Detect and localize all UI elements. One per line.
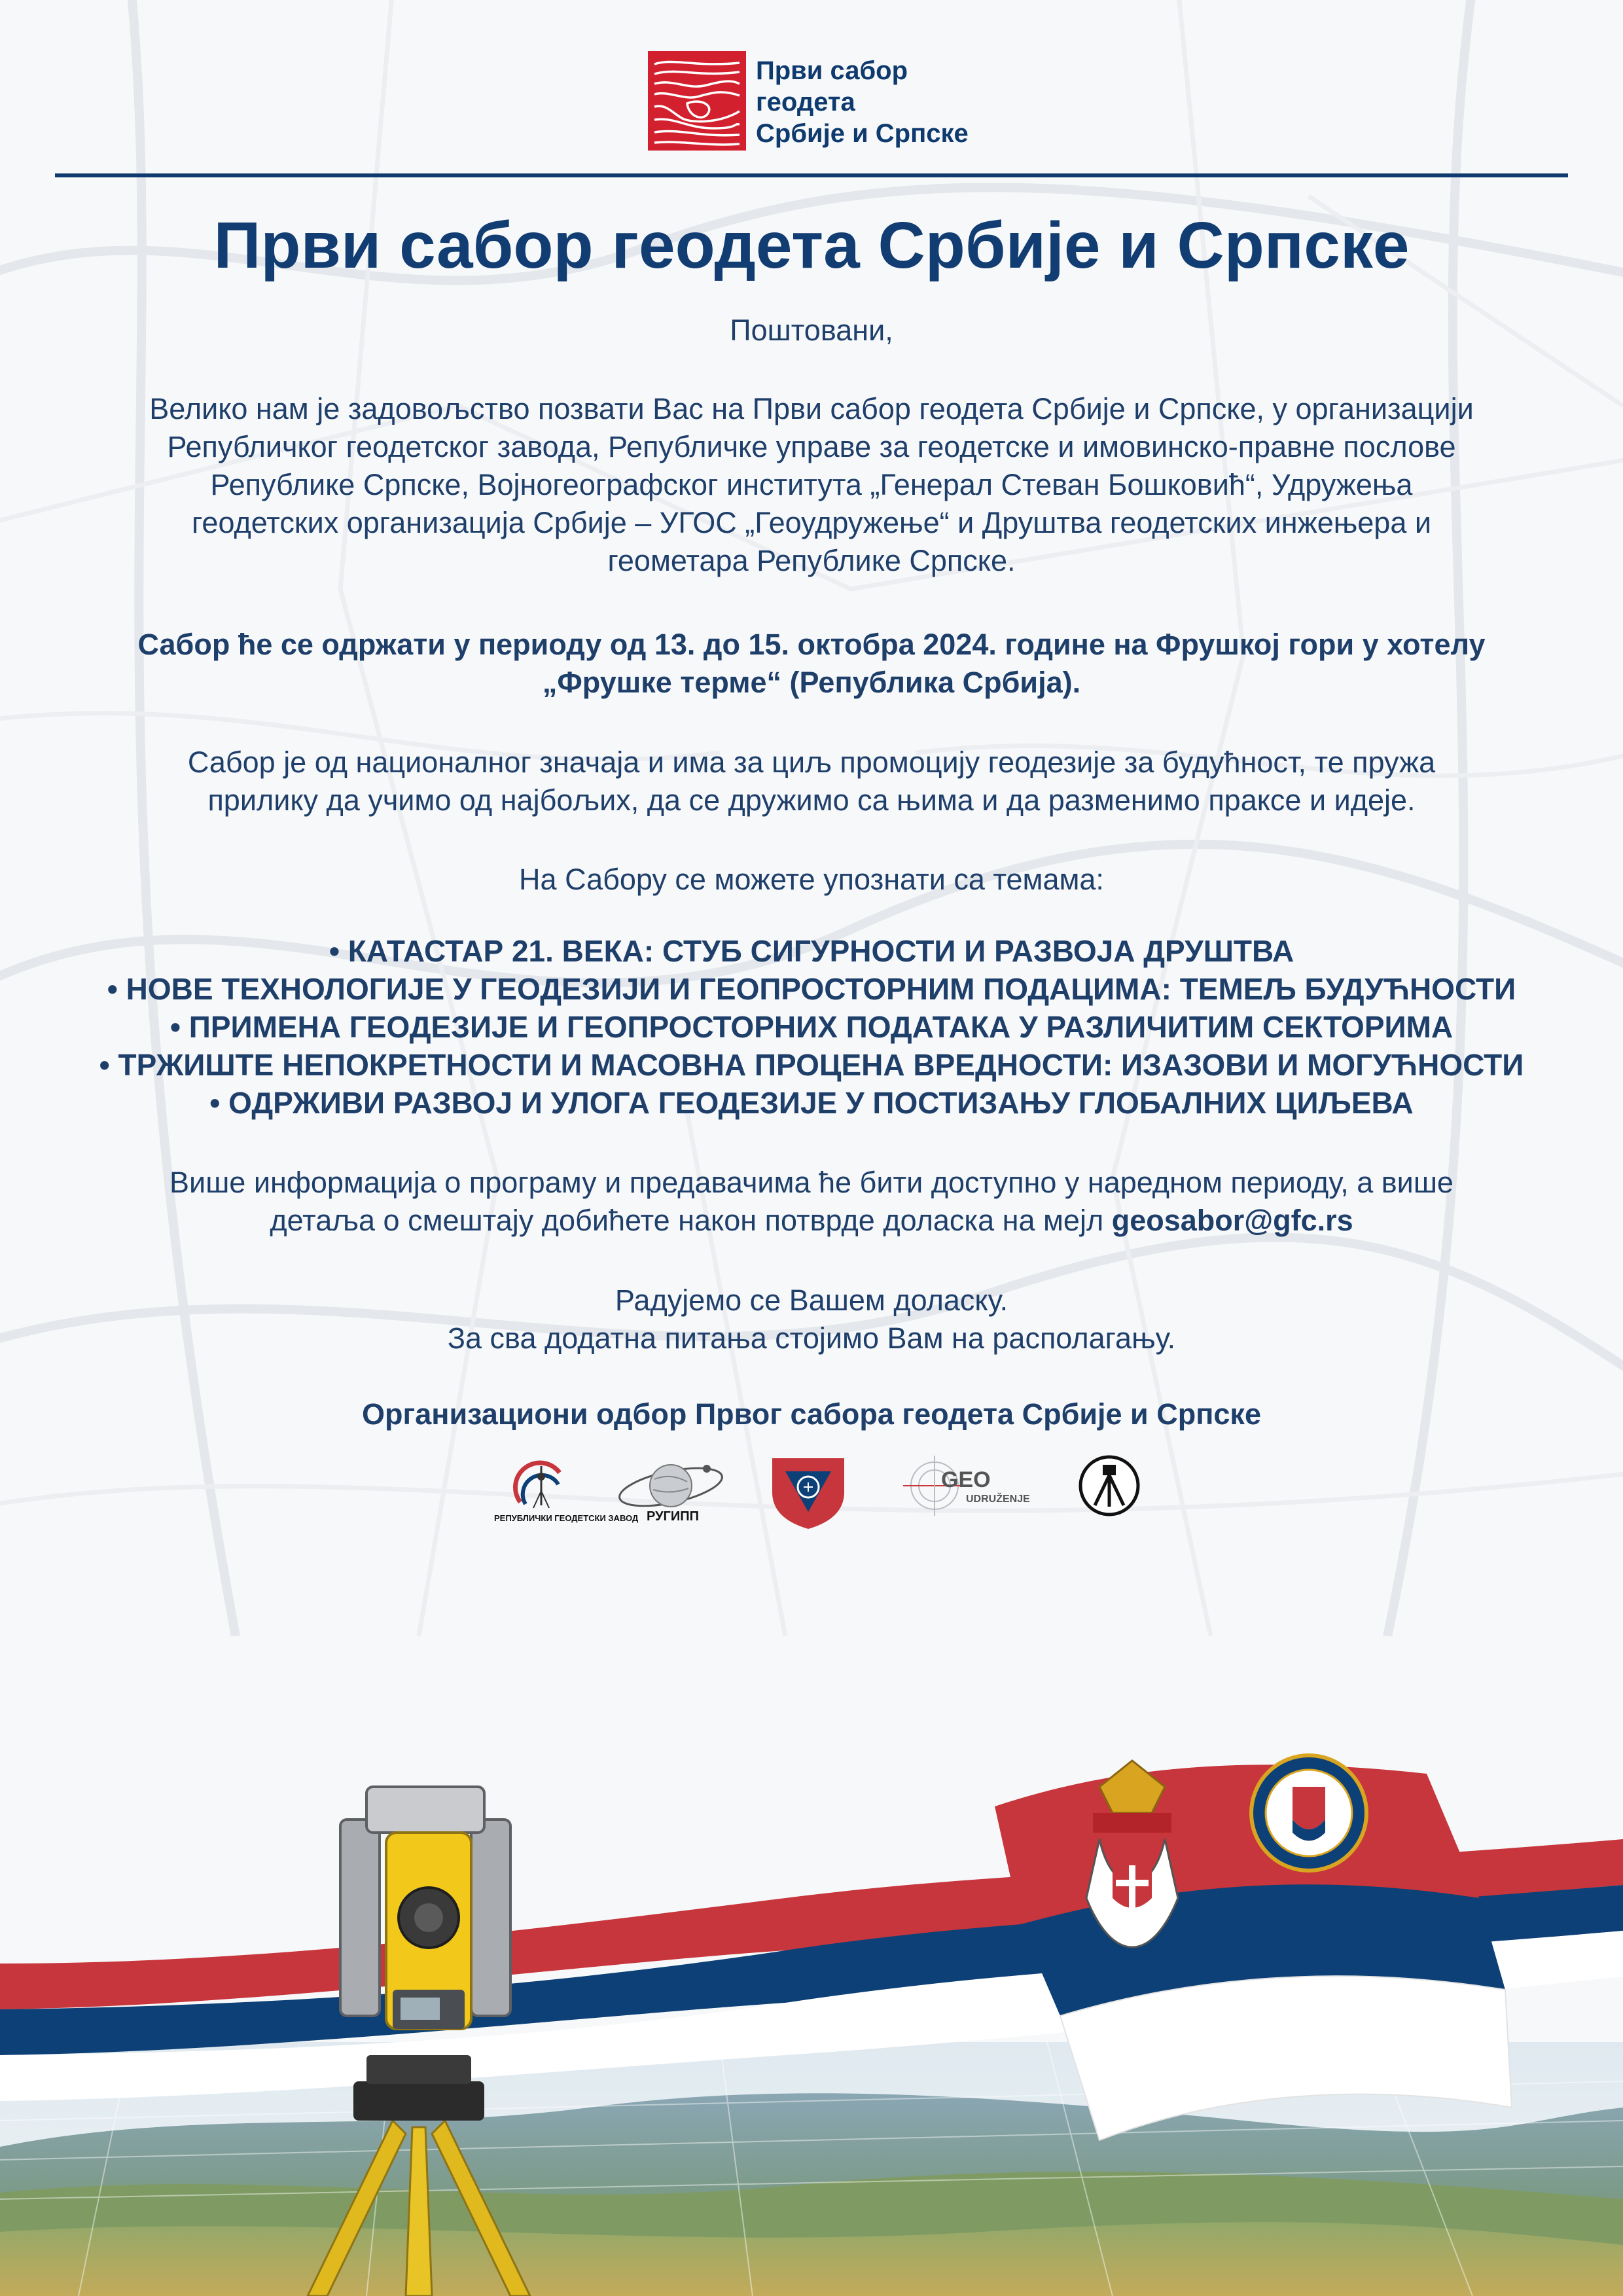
event-details [52, 626, 1571, 702]
event-line: Сабор ће се одржати у периоду од 13. до 15. октобра 2024. године на Фрушкој гори у хотелу [137, 628, 1486, 661]
organizer-logos [484, 1453, 1165, 1538]
geo-label: GEO [941, 1467, 991, 1492]
purpose-line: прилику да учимо од најбољих, да се дружимо са њима и да разменимо праксе и идеје. [207, 783, 1416, 817]
logo-line-3: Србије и Српске [756, 119, 969, 148]
survey-illustration [0, 1623, 1623, 2296]
greeting-block [52, 312, 1571, 350]
rgz-emblem-icon [494, 1453, 586, 1512]
republika-srpska-emblem-icon [1251, 1755, 1366, 1871]
signature-block [52, 1395, 1571, 1433]
topics-intro: На Сабору се можете упознати са темама: [519, 863, 1104, 896]
rugipp-globe-icon [609, 1453, 733, 1512]
purpose-paragraph [52, 744, 1571, 819]
logo-line-2: геодета [756, 88, 855, 117]
topics-list [52, 932, 1571, 1122]
intro-line: геодетских организација Србије – УГОС „Геоудружење“ и Друштва геодетских инжењера и [192, 506, 1431, 539]
more-info-line [52, 1202, 1571, 1240]
intro-paragraph [52, 390, 1571, 580]
signature: Организациони одбор Првог сабора геодета Србије и Српске [362, 1397, 1261, 1431]
intro-line: геометара Републике Српске. [607, 544, 1016, 577]
intro-line: Велико нам је задовољство позвати Вас на Први сабор геодета Србије и Српске, у организацији [149, 392, 1474, 425]
rgz-label: РЕПУБЛИЧКИ ГЕОДЕТСКИ ЗАВОД [494, 1513, 639, 1523]
more-info-text: детаља о смештају добићете након потврде доласка на мејл [270, 1204, 1112, 1237]
logo-line-1: Први сабор [756, 56, 908, 85]
geoudruzenje-logo [903, 1453, 1047, 1525]
closing-paragraph [52, 1282, 1571, 1357]
topics-intro-block [52, 861, 1571, 899]
event-line: „Фрушке терме“ (Република Србија). [542, 666, 1081, 699]
purpose-line: Сабор је од националног значаја и има за циљ промоцију геодезије за будућност, те пружа [187, 745, 1436, 779]
rugipp-label: РУГИПП [647, 1509, 699, 1524]
closing-line: За сва додатна питања стојимо Вам на располагању. [447, 1321, 1176, 1355]
topic-item: • ОДРЖИВИ РАЗВОЈ И УЛОГА ГЕОДЕЗИЈЕ У ПОСТИЗАЊУ ГЛОБАЛНИХ ЦИЉЕВА [209, 1086, 1414, 1120]
vgi-logo [766, 1453, 851, 1532]
topic-item: • ПРИМЕНА ГЕОДЕЗИЈЕ И ГЕОПРОСТОРНИХ ПОДАТАКА У РАЗЛИЧИТИМ СЕКТОРИМА [169, 1010, 1454, 1044]
tripod-emblem-icon [1077, 1453, 1142, 1518]
topic-item: • КАТАСТАР 21. ВЕКА: СТУБ СИГУРНОСТИ И РАЗВОЈА ДРУШТВА [329, 934, 1294, 968]
header-divider [55, 173, 1568, 177]
rugipp-logo [609, 1453, 733, 1532]
more-info-line: Више информација о програму и предавачима ће бити доступно у наредном периоду, а више [169, 1166, 1454, 1199]
topic-item: • НОВЕ ТЕХНОЛОГИЈЕ У ГЕОДЕЗИЈИ И ГЕОПРОСТОРНИМ ПОДАЦИМА: ТЕМЕЉ БУДУЋНОСТИ [107, 972, 1516, 1006]
greeting: Поштовани, [730, 314, 893, 347]
vgi-shield-icon [766, 1453, 851, 1532]
closing-line: Радујемо се Вашем доласку. [615, 1283, 1008, 1317]
header-logo [648, 51, 988, 156]
more-info-paragraph [52, 1164, 1571, 1240]
topic-item: • ТРЖИШТЕ НЕПОКРЕТНОСТИ И МАСОВНА ПРОЦЕНА ВРЕДНОСТИ: ИЗАЗОВИ И МОГУЋНОСТИ [99, 1048, 1524, 1082]
page-title: Први сабор геодета Србије и Српске [213, 209, 1410, 282]
contact-email-link[interactable]: geosabor@gfc.rs [1111, 1204, 1353, 1237]
contour-logo-icon [648, 51, 746, 151]
geo-sub-label: UDRUŽENJE [966, 1494, 1030, 1505]
intro-line: Републичког геодетског завода, Републичке управе за геодетске и имовинско-правне послове [167, 430, 1456, 463]
rgz-logo [494, 1453, 639, 1525]
dgi-logo [1077, 1453, 1142, 1518]
intro-line: Републике Српске, Војногеографског института „Генерал Стеван Бошковић“, Удружења [210, 468, 1413, 501]
